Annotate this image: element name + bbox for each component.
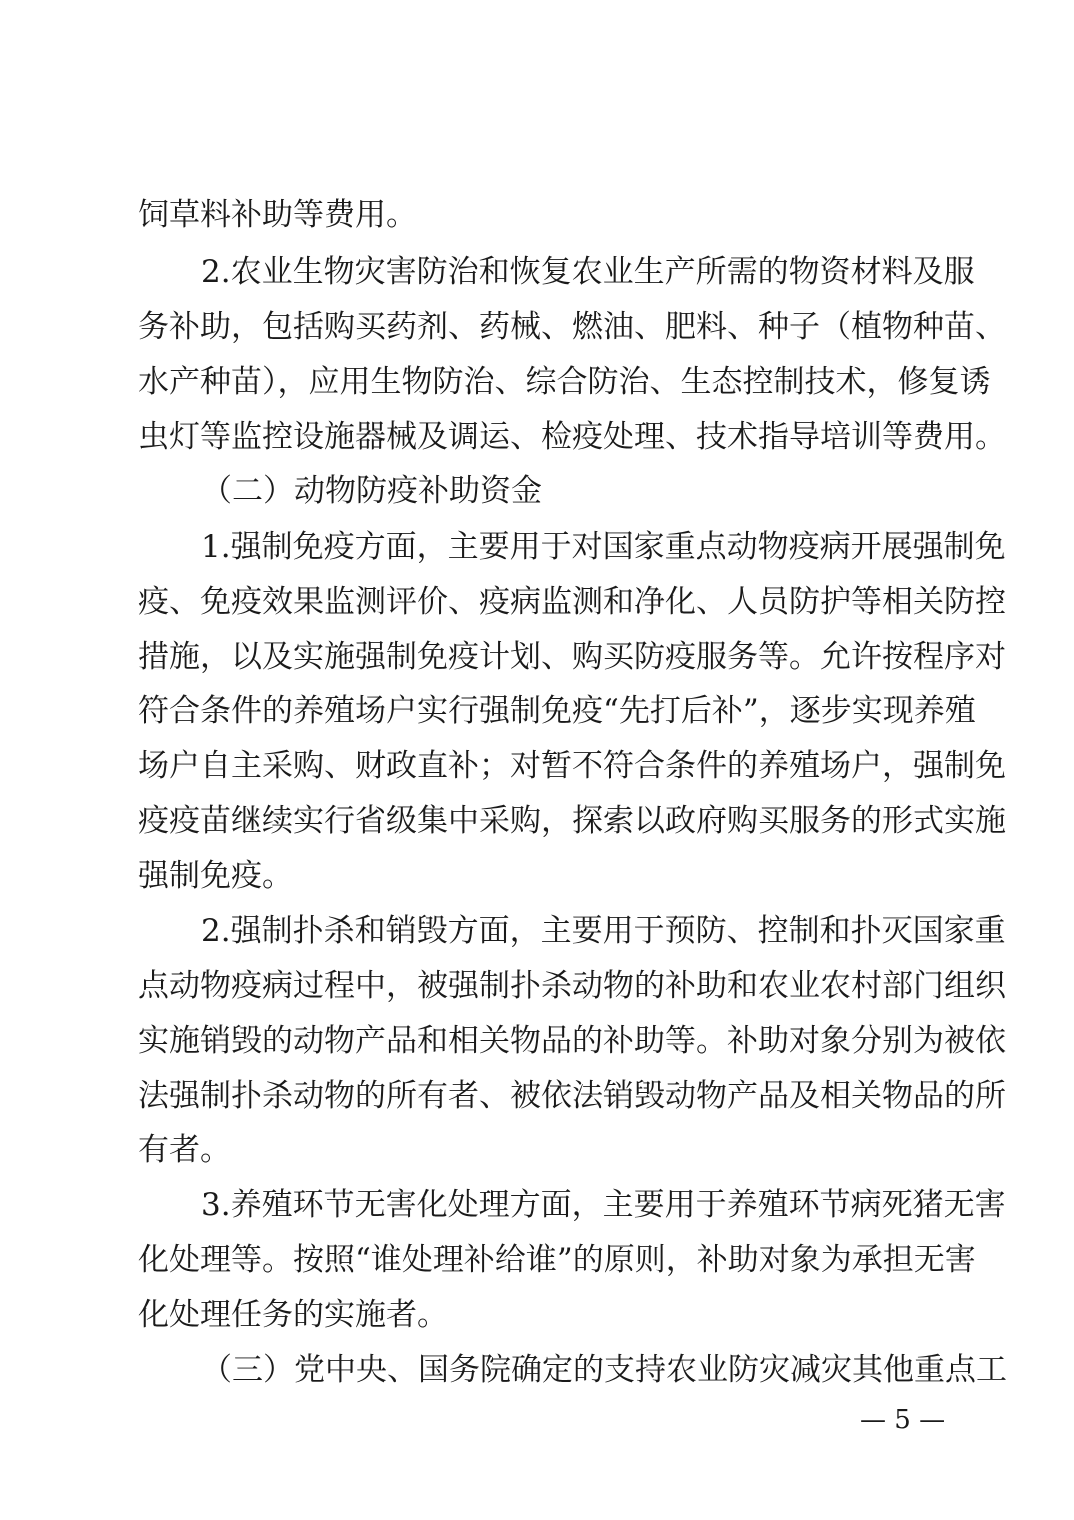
section-heading: （二）动物防疫补助资金 — [201, 473, 542, 509]
text-line: 3.养殖环节无害化处理方面，主要用于养殖环节病死猪无害 — [201, 1187, 1006, 1223]
text-line: 强制免疫。 — [138, 858, 293, 894]
text-line: 2.强制扑杀和销毁方面，主要用于预防、控制和扑灭国家重 — [201, 913, 1006, 949]
page-number: — 5 — — [860, 1405, 946, 1435]
text-line: 2.农业生物灾害防治和恢复农业生产所需的物资材料及服 — [201, 254, 975, 290]
text-line: 实施销毁的动物产品和相关物品的补助等。补助对象分别为被依 — [138, 1023, 1006, 1059]
text-line: 点动物疫病过程中，被强制扑杀动物的补助和农业农村部门组织 — [138, 968, 1006, 1004]
text-line: 疫、免疫效果监测评价、疫病监测和净化、人员防护等相关防控 — [138, 584, 1006, 620]
text-line: 疫疫苗继续实行省级集中采购，探索以政府购买服务的形式实施 — [138, 803, 1006, 839]
text-line: 虫灯等监控设施器械及调运、检疫处理、技术指导培训等费用。 — [138, 419, 1006, 455]
text-line: 饲草料补助等费用。 — [138, 197, 417, 233]
text-line: 符合条件的养殖场户实行强制免疫“先打后补”，逐步实现养殖 — [138, 693, 976, 729]
text-line: 场户自主采购、财政直补；对暂不符合条件的养殖场户，强制免 — [138, 748, 1006, 784]
text-line: 1.强制免疫方面，主要用于对国家重点动物疫病开展强制免 — [201, 529, 1006, 565]
text-line: 有者。 — [138, 1132, 231, 1168]
text-line: 化处理等。按照“谁处理补给谁”的原则，补助对象为承担无害 — [138, 1242, 976, 1278]
text-line: 法强制扑杀动物的所有者、被依法销毁动物产品及相关物品的所 — [138, 1078, 1006, 1114]
text-line: 措施，以及实施强制免疫计划、购买防疫服务等。允许按程序对 — [138, 639, 1006, 675]
text-line: 务补助，包括购买药剂、药械、燃油、肥料、种子（植物种苗、 — [138, 309, 1006, 345]
text-line: 水产种苗），应用生物防治、综合防治、生态控制技术，修复诱 — [138, 364, 991, 400]
section-heading: （三）党中央、国务院确定的支持农业防灾减灾其他重点工 — [201, 1352, 1007, 1388]
text-line: 化处理任务的实施者。 — [138, 1297, 448, 1333]
